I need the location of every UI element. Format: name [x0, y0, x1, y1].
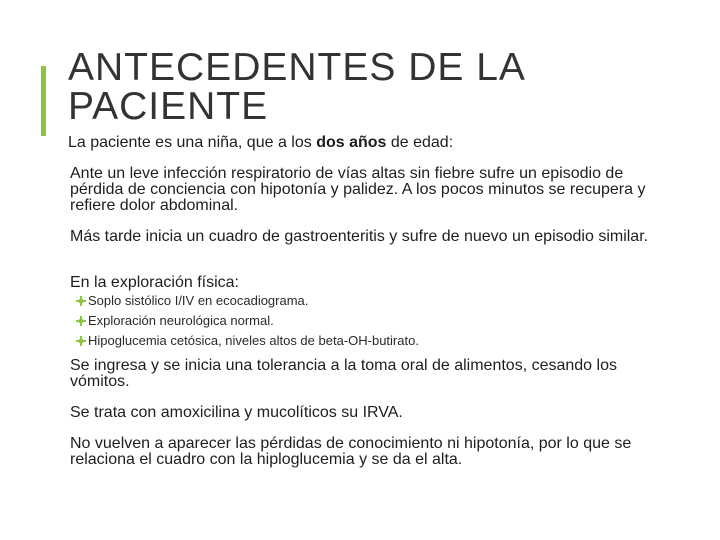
intro-text-start: La paciente es una niña, que a los: [68, 134, 317, 151]
green-asterisk-icon: [76, 316, 86, 326]
paragraph-treatment: Se trata con amoxicilina y mucolíticos su IRVA.: [70, 404, 403, 421]
paragraph-episode-1: Ante un leve infección respiratorio de vías altas sin fiebre sufre un episodio de pérdida de conciencia con hipotonía y palidez. A los pocos minutos se recupera y refiere dolor abdominal.: [70, 165, 646, 214]
intro-text-bold: dos años: [316, 134, 387, 151]
slide-title: [68, 48, 708, 126]
finding-text: Soplo sistólico I/IV en ecocadiograma.: [88, 293, 309, 308]
paragraph-admission: Se ingresa y se inicia una tolerancia a la toma oral de alimentos, cesando los vómitos.: [70, 357, 617, 390]
finding-text: Exploración neurológica normal.: [88, 313, 274, 328]
list-item: [76, 311, 419, 331]
green-asterisk-icon: [76, 296, 86, 306]
slide-title-line-2: PACIENTE: [68, 85, 269, 128]
exploration-findings-list: [76, 291, 419, 351]
paragraph-exploration-heading: En la exploración física:: [70, 274, 239, 291]
paragraph-discharge: No vuelven a aparecer las pérdidas de conocimiento ni hipotonía, por lo que se relaciona el cuadro con la hiploglucemia y se da el alta.: [70, 435, 632, 468]
list-item: [76, 291, 419, 311]
paragraph-episode-2: Más tarde inicia un cuadro de gastroenteritis y sufre de nuevo un episodio similar.: [70, 228, 649, 245]
title-accent-bar: [41, 66, 46, 136]
finding-text: Hipoglucemia cetósica, niveles altos de beta-OH-butirato.: [88, 333, 419, 348]
intro-text-end: de edad:: [386, 134, 454, 151]
list-item: [76, 331, 419, 351]
intro-line: [68, 135, 453, 151]
green-asterisk-icon: [76, 336, 86, 346]
slide-title-line-1: ANTECEDENTES DE LA: [68, 46, 526, 89]
